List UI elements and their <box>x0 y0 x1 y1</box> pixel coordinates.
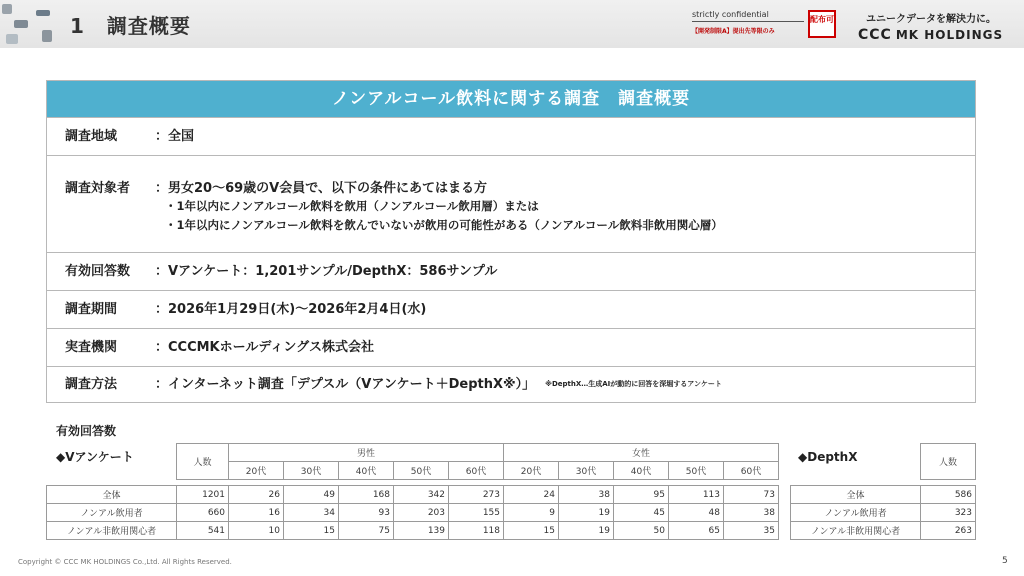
age-header: 50代 <box>669 462 724 480</box>
cell-value: 168 <box>339 486 394 504</box>
row-label: 有効回答数 <box>65 264 131 279</box>
female-header: 女性 <box>504 444 779 462</box>
target-condition-1: ・1年以内にノンアルコール飲料を飲用（ノンアルコール飲用層）または <box>165 199 539 213</box>
cell-value: 48 <box>669 504 724 522</box>
table-row <box>47 486 779 504</box>
cell-total: 323 <box>921 504 976 522</box>
row-label: 調査期間 <box>65 302 118 317</box>
table-row <box>791 486 976 504</box>
cell-value: 34 <box>284 504 339 522</box>
depthx-table <box>790 443 976 540</box>
distribution-stamp: 配布可 <box>808 10 836 38</box>
cell-value: 113 <box>669 486 724 504</box>
cell-value: 26 <box>229 486 284 504</box>
overview-row-target <box>47 155 975 252</box>
slide-header <box>0 0 1024 48</box>
table-row <box>791 522 976 540</box>
cell-value: 16 <box>229 504 284 522</box>
cell-total: 586 <box>921 486 976 504</box>
row-label: 実査機関 <box>65 340 118 355</box>
confidential-note: 【開発制限A】提出先等限のみ <box>692 28 775 35</box>
company-logo <box>858 27 1003 43</box>
page-number: 5 <box>1002 556 1008 566</box>
cell-total: 263 <box>921 522 976 540</box>
cell-value: 93 <box>339 504 394 522</box>
responses-title: 有効回答数 <box>56 424 117 438</box>
row-label: 調査方法 <box>65 377 118 392</box>
row-label: 全体 <box>791 486 921 504</box>
overview-row-agency <box>47 328 975 366</box>
v-survey-title: ◆Vアンケート <box>56 450 134 464</box>
age-header: 40代 <box>339 462 394 480</box>
overview-row-region <box>47 117 975 155</box>
row-value: ：全国 <box>155 129 195 144</box>
cell-value: 65 <box>669 522 724 540</box>
cell-total: 541 <box>177 522 229 540</box>
row-value: ：CCCMKホールディングス株式会社 <box>155 340 374 355</box>
confidential-text: strictly confidential <box>692 10 804 22</box>
row-label: ノンアル飲用者 <box>791 504 921 522</box>
count-header: 人数 <box>177 444 229 480</box>
section-title: 調査概要 <box>106 14 191 38</box>
depthx-title: ◆DepthX <box>798 450 858 464</box>
cell-value: 19 <box>559 504 614 522</box>
overview-row-responses <box>47 252 975 290</box>
cell-value: 49 <box>284 486 339 504</box>
depthx-note: ※DepthX…生成AIが動的に回答を深堀するアンケート <box>545 380 722 388</box>
cell-value: 15 <box>284 522 339 540</box>
overview-row-period <box>47 290 975 328</box>
cell-value: 10 <box>229 522 284 540</box>
age-header: 40代 <box>614 462 669 480</box>
cell-value: 73 <box>724 486 779 504</box>
cell-total: 1201 <box>177 486 229 504</box>
table-row <box>47 504 779 522</box>
cell-total: 660 <box>177 504 229 522</box>
header-decoration <box>0 0 60 48</box>
row-label: ノンアル飲用者 <box>47 504 177 522</box>
cell-value: 38 <box>559 486 614 504</box>
cell-value: 24 <box>504 486 559 504</box>
cell-value: 38 <box>724 504 779 522</box>
overview-row-method <box>47 366 975 402</box>
overview-heading: ノンアルコール飲料に関する調査 調査概要 <box>47 81 975 117</box>
cell-value: 342 <box>394 486 449 504</box>
male-header: 男性 <box>229 444 504 462</box>
row-label: 調査地域 <box>65 129 118 144</box>
cell-value: 203 <box>394 504 449 522</box>
cell-value: 155 <box>449 504 504 522</box>
age-header: 20代 <box>229 462 284 480</box>
cell-value: 50 <box>614 522 669 540</box>
logo-ccc: CCC <box>858 27 892 43</box>
age-header: 30代 <box>559 462 614 480</box>
survey-overview-table <box>46 80 976 403</box>
target-condition-2: ・1年以内にノンアルコール飲料を飲んでいないが飲用の可能性がある（ノンアルコール飲料非飲用関心層） <box>165 218 723 232</box>
cell-value: 273 <box>449 486 504 504</box>
v-survey-table <box>46 443 779 540</box>
age-header: 60代 <box>449 462 504 480</box>
cell-value: 15 <box>504 522 559 540</box>
slide-title <box>70 10 191 39</box>
logo-mk-holdings: MK HOLDINGS <box>895 28 1004 42</box>
cell-value: 9 <box>504 504 559 522</box>
table-row <box>791 504 976 522</box>
age-header: 60代 <box>724 462 779 480</box>
cell-value: 139 <box>394 522 449 540</box>
age-header: 20代 <box>504 462 559 480</box>
row-value: ：インターネット調査「デプスル（Vアンケート＋DepthX※）」 <box>155 377 536 392</box>
row-label: 全体 <box>47 486 177 504</box>
cell-value: 75 <box>339 522 394 540</box>
row-label: ノンアル非飲用関心者 <box>47 522 177 540</box>
row-label: ノンアル非飲用関心者 <box>791 522 921 540</box>
company-tagline: ユニークデータを解決力に。 <box>866 14 996 25</box>
count-header: 人数 <box>921 444 976 480</box>
cell-value: 95 <box>614 486 669 504</box>
cell-value: 19 <box>559 522 614 540</box>
row-value: ：2026年1月29日(木)～2026年2月4日(水) <box>155 302 427 317</box>
section-number: 1 <box>70 14 85 38</box>
table-row <box>47 522 779 540</box>
confidential-label <box>692 10 806 38</box>
cell-value: 35 <box>724 522 779 540</box>
age-header: 50代 <box>394 462 449 480</box>
age-header: 30代 <box>284 462 339 480</box>
cell-value: 45 <box>614 504 669 522</box>
row-value: ：Vアンケート：1,201サンプル/DepthX：586サンプル <box>155 264 498 279</box>
row-label: 調査対象者 <box>65 181 131 196</box>
copyright: Copyright © CCC MK HOLDINGS Co.,Ltd. All Rights Reserved. <box>18 558 232 566</box>
row-value: ：男女20～69歳のV会員で、以下の条件にあてはまる方 <box>155 181 487 196</box>
cell-value: 118 <box>449 522 504 540</box>
